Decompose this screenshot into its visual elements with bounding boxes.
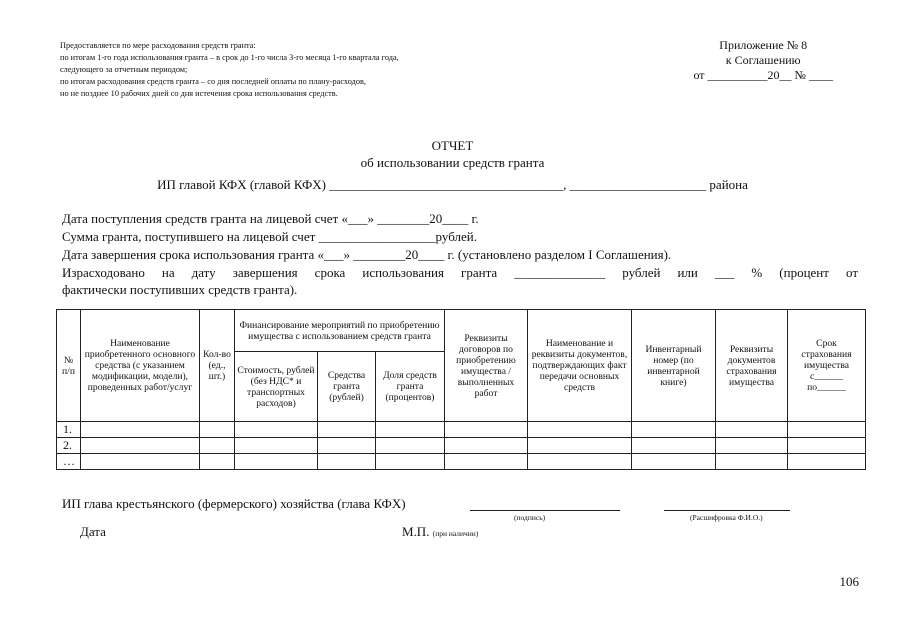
header-docs: Наименование и реквизиты документов, подтверждающих факт передачи основных средств	[528, 310, 632, 422]
stamp-note: (при наличии)	[432, 529, 479, 538]
completion-date-field: Дата завершения срока использования гранта «___» ________20____ г. (установлено разделом I Соглашения).	[62, 247, 672, 262]
signature-label: ИП глава крестьянского (фермерского) хозяйства (глава КФХ)	[62, 496, 406, 511]
table-row	[57, 438, 866, 454]
stamp-text: М.П.	[402, 524, 430, 539]
decode-line	[664, 510, 790, 511]
row-number: 2.	[57, 438, 81, 454]
header-qty: Кол-во (ед., шт.)	[200, 310, 235, 422]
decode-caption: (Расшифровка Ф.И.О.)	[690, 513, 763, 522]
header-insurance-term: Срок страхования имущества с______ по______	[788, 310, 866, 422]
table-row	[57, 422, 866, 438]
note-line: по итогам расходования средств гранта – со дня последней оплаты по плану-расходов,	[60, 77, 367, 86]
header-num: № п/п	[57, 310, 81, 422]
note-line: но не позднее 10 рабочих дней со дня истечения срока использования средств.	[60, 89, 338, 98]
report-title: ОТЧЕТ	[431, 138, 474, 153]
header-inventory: Инвентарный номер (по инвентарной книге)	[632, 310, 716, 422]
header-cost: Стоимость, рублей (без НДС* и транспортных расходов)	[235, 352, 318, 422]
table-row	[57, 454, 866, 470]
header-contracts: Реквизиты договоров по приобретению имущества /выполненных работ	[445, 310, 528, 422]
note-line: по итогам 1-го года использования гранта – в срок до 1-го числа 3-го месяца 1-го квартала года,	[60, 53, 399, 62]
spent-amount-field: Израсходовано на дату завершения срока использования гранта ______________ рублей или ___ % (процент от	[62, 265, 858, 280]
recipient-line: ИП главой КФХ (главой КФХ) ____________________________________, _____________________ района	[157, 177, 748, 192]
row-number: …	[57, 454, 81, 470]
appendix-number: Приложение № 8	[719, 38, 808, 52]
appendix-date-number: от __________20__ № ____	[693, 68, 833, 82]
appendix-header	[693, 38, 833, 83]
header-grant-rub: Средства гранта (рублей)	[318, 352, 376, 422]
date-label: Дата	[80, 524, 106, 539]
signature-line	[470, 510, 620, 511]
stamp-label	[402, 524, 478, 540]
note-line: следующего за отчетным периодом;	[60, 65, 188, 74]
header-insurance-docs: Реквизиты документов страхования имущества	[716, 310, 788, 422]
grant-usage-table	[56, 309, 866, 470]
header-financing: Финансирование мероприятий по приобретению имущества с использованием средств гранта	[235, 310, 445, 352]
row-number: 1.	[57, 422, 81, 438]
report-subtitle: об использовании средств гранта	[360, 155, 545, 170]
header-name: Наименование приобретенного основного средства (с указанием модификации, модели), проведенных работ/услуг	[81, 310, 200, 422]
receipt-date-field: Дата поступления средств гранта на лицевой счет «___» ________20____ г.	[62, 211, 479, 226]
submission-note	[60, 40, 399, 100]
spent-amount-field-continued: фактически поступивших средств гранта).	[62, 282, 298, 297]
appendix-agreement: к Соглашению	[725, 53, 801, 67]
page-number: 106	[839, 574, 859, 589]
header-grant-pct: Доля средств гранта (процентов)	[376, 352, 445, 422]
grant-sum-field: Сумма гранта, поступившего на лицевой счет __________________рублей.	[62, 229, 477, 244]
signature-caption: (подпись)	[514, 513, 546, 522]
note-line: Предоставляется по мере расходования средств гранта:	[60, 41, 256, 50]
